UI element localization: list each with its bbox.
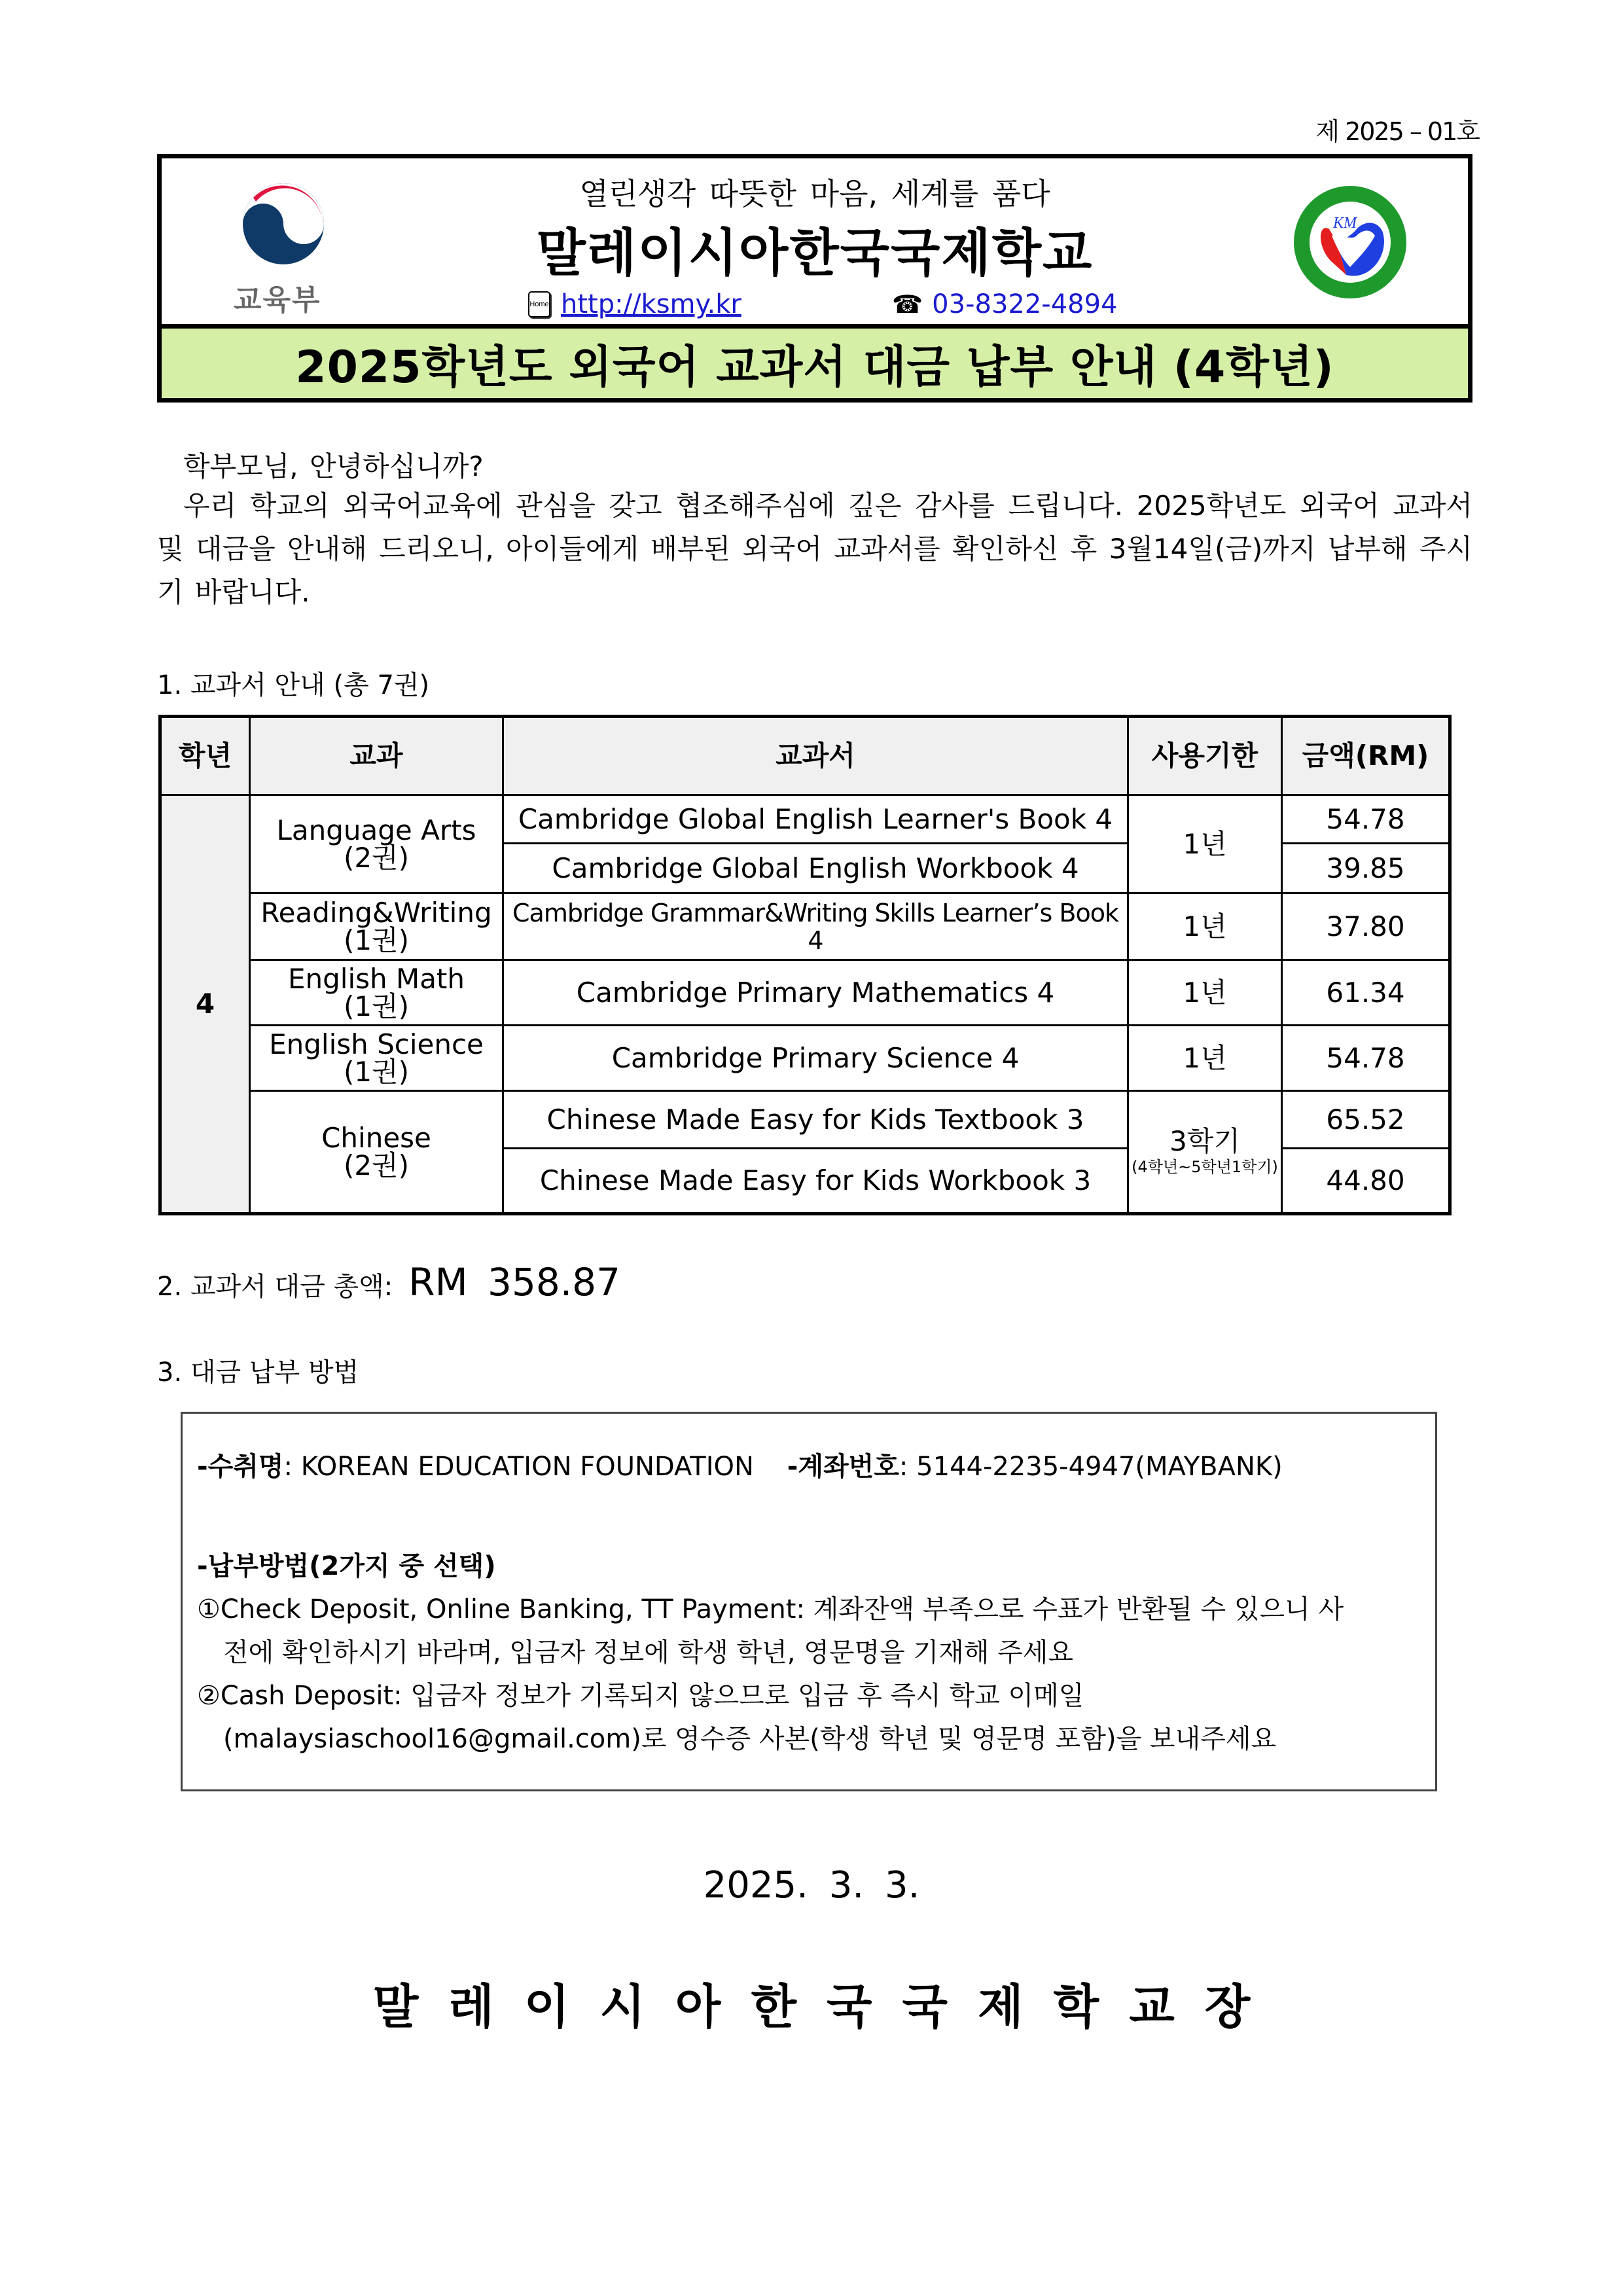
textbook-cell: Cambridge Global English Workbook 4 [503,844,1128,893]
period-cell: 1년 [1128,960,1282,1026]
subject-cell [250,893,503,960]
header-textbook: 교과서 [503,717,1128,795]
payee-label: -수취명 [197,1452,284,1482]
method-1-line-2: 전에 확인하시기 바라며, 입금자 정보에 학생 학년, 영문명을 기재해 주세요 [223,1638,1074,1668]
price-cell: 54.78 [1282,1026,1450,1091]
section-3-title: 3. 대금 납부 방법 [157,1357,359,1388]
phone-number: 03-8322-4894 [932,289,1118,319]
contact-row [528,289,1118,319]
body-paragraph: 우리 학교의 외국어교육에 관심을 갖고 협조해주심에 깊은 감사를 드립니다. 2025학년도 외국어 교과서 및 대금을 안내해 드리오니, 아이들에게 배부된 외국어 교과서를 확인하신 후 3월14일(금)까지 납부해 주시기 바랍니다. [157,490,1472,608]
price-cell: 61.34 [1282,960,1450,1026]
period-cell: 1년 [1128,795,1282,893]
subject-cell [250,960,503,1026]
principal-signature: 말레이시아한국국제학교장 [372,1979,1281,2034]
section-1-title: 1. 교과서 안내 (총 7권) [157,670,430,700]
period-cell [1128,1091,1282,1214]
book-count: (1권) [343,924,410,956]
subject-cell [250,1026,503,1091]
issue-date: 2025. 3. 3. [703,1864,920,1907]
price-cell: 44.80 [1282,1149,1450,1214]
table-row [160,893,1450,960]
table-header-row [160,717,1450,795]
payment-info-box [181,1412,1437,1791]
period-cell: 1년 [1128,1026,1282,1091]
price-cell: 39.85 [1282,844,1450,893]
book-count: (2권) [343,1149,410,1181]
book-count: (2권) [343,841,410,874]
header-grade: 학년 [160,717,250,795]
period-value: 3학기 [1169,1125,1240,1157]
subject-cell [250,1091,503,1214]
book-count: (1권) [343,990,410,1022]
table-row [160,1091,1450,1149]
subject-name: Chinese [321,1122,431,1154]
grade-cell: 4 [160,795,250,1214]
subject-name: Language Arts [276,814,476,846]
total-amount: RM 358.87 [408,1260,620,1304]
account-number-label: -계좌번호 [787,1452,899,1482]
textbook-cell: Cambridge Primary Science 4 [503,1026,1128,1091]
document-number: 제 2025 – 01호 [1315,117,1479,146]
greeting: 학부모님, 안녕하십니까? [183,450,484,482]
textbook-cell: Cambridge Primary Mathematics 4 [503,960,1128,1026]
header-usage-period: 사용기한 [1128,717,1282,795]
account-number-value: : 5144-2235-4947(MAYBANK) [899,1452,1283,1482]
table-row [160,795,1450,844]
home-icon: Home [528,291,550,317]
school-website-link[interactable]: http://ksmy.kr [561,289,741,319]
telephone-icon: ☎ [891,290,923,319]
textbook-cell: Cambridge Global English Learner's Book 4 [503,795,1128,844]
textbook-cell: Chinese Made Easy for Kids Workbook 3 [503,1149,1128,1214]
table-row [160,1026,1450,1091]
price-cell: 54.78 [1282,795,1450,844]
payment-method-title: -납부방법(2가지 중 선택) [197,1551,496,1581]
method-2-line-1: ②Cash Deposit: 입금자 정보가 기록되지 않으므로 입금 후 즉시 학교 이메일 [197,1681,1084,1711]
letterhead [157,154,1472,403]
textbook-table [158,715,1452,1215]
payee-value: : KOREAN EDUCATION FOUNDATION [283,1452,754,1482]
textbook-cell: Chinese Made Easy for Kids Textbook 3 [503,1091,1128,1149]
header-price: 금액(RM) [1282,717,1450,795]
header-subject: 교과 [250,717,503,795]
subject-name: English Science [269,1028,484,1060]
school-slogan: 열린생각 따뜻한 마음, 세계를 품다 [579,176,1050,211]
period-note: (4학년~5학년1학기) [1132,1158,1278,1176]
price-cell: 65.52 [1282,1091,1450,1149]
section-2-total [157,1260,620,1304]
table-row [160,960,1450,1026]
method-2-line-2: (malaysiaschool16@gmail.com)로 영수증 사본(학생 학년 및 영문명 포함)을 보내주세요 [223,1724,1277,1754]
svg-text:KM: KM [1333,215,1357,232]
account-info-line [197,1445,1421,1488]
school-emblem-icon [1291,183,1409,301]
period-cell: 1년 [1128,893,1282,960]
subject-name: English Math [287,962,465,995]
school-name: 말레이시아한국국제학교 [536,224,1094,283]
notice-title: 2025학년도 외국어 교과서 대금 납부 안내 (4학년) [162,324,1468,398]
price-cell: 37.80 [1282,893,1450,960]
total-label: 2. 교과서 대금 총액: [157,1272,393,1302]
textbook-cell: Cambridge Grammar&Writing Skills Learner’s Book 4 [503,893,1128,960]
book-count: (1권) [343,1055,410,1088]
letterhead-top [162,158,1468,330]
subject-cell [250,795,503,893]
ministry-label: 교육부 [234,283,321,317]
method-1-line-1: ①Check Deposit, Online Banking, TT Payment: 계좌잔액 부족으로 수표가 반환될 수 있으니 사 [197,1594,1344,1624]
subject-name: Reading&Writing [260,896,492,929]
